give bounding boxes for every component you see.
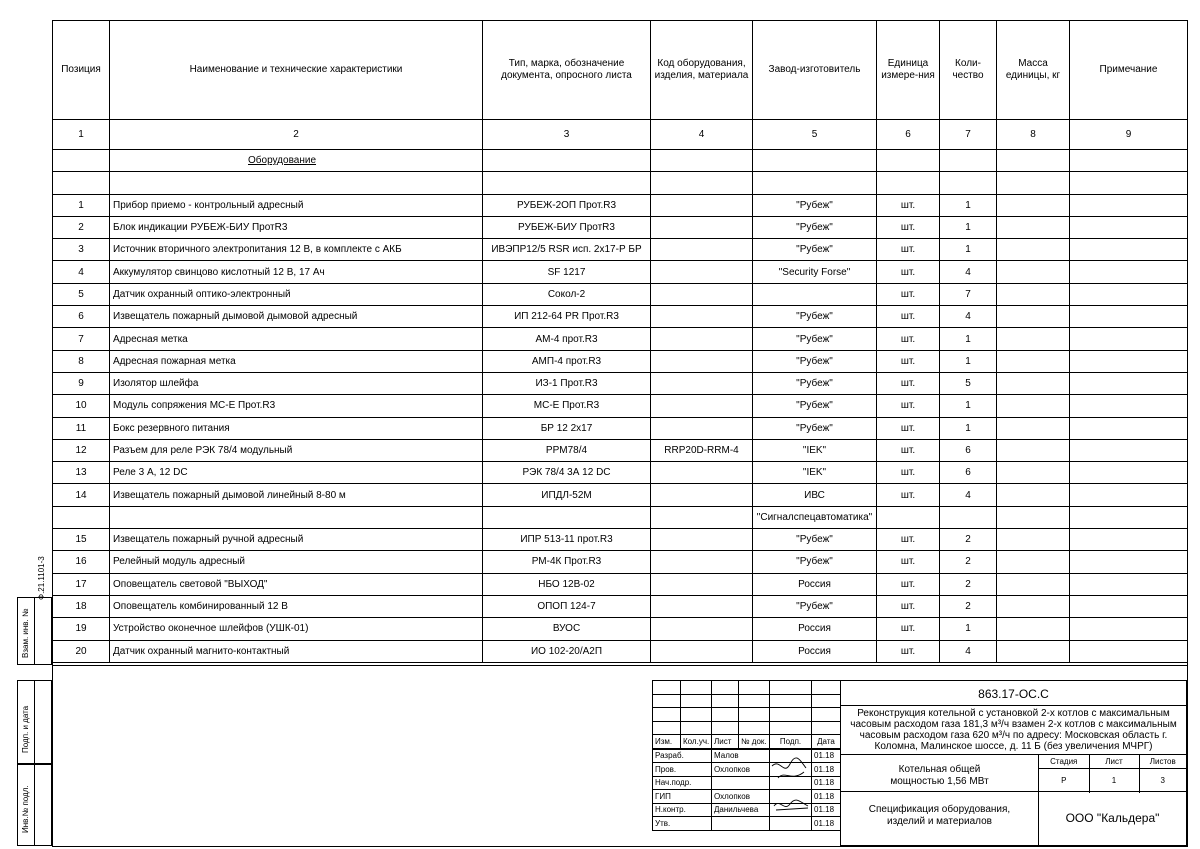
cell-maker: "Рубеж" <box>753 306 877 328</box>
project-title: Реконструкция котельной с установкой 2-х котлов с максимальным часовым расходом газа 181,3 м³/ч взамен 2-х котлов с максимальным часовым расходом газа 620 м³/ч по адресу: Московская область г. Коломна, Малинское шоссе, д. 11 Б (без увеличения МЧРГ) <box>840 705 1187 755</box>
cell-empty <box>997 350 1070 372</box>
cell-unit: шт. <box>877 618 940 640</box>
cell-name <box>110 506 483 528</box>
header-type: Тип, марка, обозначение документа, опросного листа <box>483 21 651 120</box>
cell-empty <box>1070 395 1188 417</box>
cell-unit: шт. <box>877 239 940 261</box>
signer-role: Н.контр. <box>653 803 712 817</box>
cell-empty <box>997 328 1070 350</box>
cell-empty <box>1070 439 1188 461</box>
cell-name: Датчик охранный магнито-контактный <box>110 640 483 662</box>
table-row <box>53 640 1188 662</box>
table-row <box>53 283 1188 305</box>
table-row <box>53 306 1188 328</box>
cell-pos <box>53 506 110 528</box>
cell-type: ИПР 513-11 прот.R3 <box>483 529 651 551</box>
cell-qty: 6 <box>940 439 997 461</box>
cell-empty <box>1070 350 1188 372</box>
cell-maker: "IEK" <box>753 462 877 484</box>
cell-unit: шт. <box>877 372 940 394</box>
cell-unit: шт. <box>877 395 940 417</box>
cell-maker: "Рубеж" <box>753 239 877 261</box>
cell-maker: "Рубеж" <box>753 372 877 394</box>
cell-unit: шт. <box>877 573 940 595</box>
cell-qty: 4 <box>940 306 997 328</box>
col-list: Лист <box>712 735 739 749</box>
col-data: Дата <box>812 735 841 749</box>
cell-empty <box>997 306 1070 328</box>
cell-name: Блок индикации РУБЕЖ-БИУ ПротR3 <box>110 216 483 238</box>
cell-name: Адресная пожарная метка <box>110 350 483 372</box>
cell-code <box>651 328 753 350</box>
cell-name: Бокс резервного питания <box>110 417 483 439</box>
cell-empty <box>1070 640 1188 662</box>
cell-name: Источник вторичного электропитания 12 В, в комплекте с АКБ <box>110 239 483 261</box>
cell-name: Релейный модуль адресный <box>110 551 483 573</box>
company-name: ООО "Кальдера" <box>1038 791 1187 846</box>
side-podp-label: Подп. и дата <box>21 705 30 753</box>
cell-code <box>651 395 753 417</box>
cell-empty <box>997 283 1070 305</box>
cell-pos: 18 <box>53 595 110 617</box>
cell-qty: 2 <box>940 529 997 551</box>
section-row <box>53 150 1188 172</box>
signer-row <box>653 803 841 817</box>
cell-unit: шт. <box>877 551 940 573</box>
table-row <box>53 350 1188 372</box>
cell-empty <box>1070 306 1188 328</box>
signer-row <box>653 817 841 831</box>
table-row <box>53 194 1188 216</box>
cell-maker: "Рубеж" <box>753 216 877 238</box>
spec-table <box>52 20 1188 663</box>
header-code: Код оборудования, изделия, материала <box>651 21 753 120</box>
cell-unit: шт. <box>877 328 940 350</box>
cell-name: Аккумулятор свинцово кислотный 12 В, 17 Ач <box>110 261 483 283</box>
cell-pos: 9 <box>53 372 110 394</box>
cell-pos: 11 <box>53 417 110 439</box>
signer-date: 01.18 <box>812 803 841 817</box>
cell-qty: 5 <box>940 372 997 394</box>
cell-pos: 7 <box>53 328 110 350</box>
col-kolich: Кол.уч. <box>681 735 712 749</box>
cell-maker: "Рубеж" <box>753 194 877 216</box>
signature-gip <box>772 796 812 817</box>
cell-name: Изолятор шлейфа <box>110 372 483 394</box>
signature-malov <box>770 756 810 787</box>
table-row <box>53 573 1188 595</box>
cell-name: Извещатель пожарный дымовой линейный 8-80 м <box>110 484 483 506</box>
cell-unit: шт. <box>877 417 940 439</box>
doc-code: 863.17-ОС.С <box>840 680 1187 706</box>
cell-empty <box>997 573 1070 595</box>
col-num: 4 <box>651 120 753 150</box>
frame-right <box>1187 20 1188 847</box>
side-inv-label: Инв.№ подл. <box>21 785 30 833</box>
cell-qty: 2 <box>940 595 997 617</box>
cell-empty <box>997 395 1070 417</box>
cell-type: РМ-4К Прот.R3 <box>483 551 651 573</box>
cell-qty: 2 <box>940 551 997 573</box>
signer-date: 01.18 <box>812 790 841 804</box>
signer-date: 01.18 <box>812 817 841 831</box>
cell-code <box>651 216 753 238</box>
cell-code <box>651 261 753 283</box>
col-izm: Изм. <box>653 735 681 749</box>
cell-unit: шт. <box>877 194 940 216</box>
cell-type: ИПДЛ-52М <box>483 484 651 506</box>
cell-empty <box>997 239 1070 261</box>
cell-code <box>651 573 753 595</box>
title-block <box>652 680 1187 846</box>
cell-code <box>651 529 753 551</box>
cell-qty: 4 <box>940 261 997 283</box>
cell-unit <box>877 506 940 528</box>
cell-qty: 1 <box>940 328 997 350</box>
cell-type: РЭК 78/4 3А 12 DC <box>483 462 651 484</box>
cell-qty: 1 <box>940 618 997 640</box>
header-row <box>53 21 1188 120</box>
table-row <box>53 551 1188 573</box>
cell-code <box>651 194 753 216</box>
frame-divider <box>52 665 1187 666</box>
cell-unit: шт. <box>877 529 940 551</box>
col-num: 5 <box>753 120 877 150</box>
header-qty: Коли-чество <box>940 21 997 120</box>
cell-unit: шт. <box>877 306 940 328</box>
cell-empty <box>997 551 1070 573</box>
cell-pos: 13 <box>53 462 110 484</box>
cell-unit: шт. <box>877 216 940 238</box>
table-row <box>53 328 1188 350</box>
table-row <box>53 395 1188 417</box>
stage-label: Стадия <box>1039 755 1089 768</box>
cell-type: ОПОП 124-7 <box>483 595 651 617</box>
cell-unit: шт. <box>877 283 940 305</box>
cell-unit: шт. <box>877 640 940 662</box>
cell-type <box>483 506 651 528</box>
cell-pos: 16 <box>53 551 110 573</box>
table-row <box>53 239 1188 261</box>
cell-maker: "Рубеж" <box>753 417 877 439</box>
table-row <box>53 506 1188 528</box>
cell-qty: 1 <box>940 216 997 238</box>
cell-code <box>651 283 753 305</box>
col-num: 9 <box>1070 120 1188 150</box>
cell-empty <box>1070 372 1188 394</box>
cell-pos: 15 <box>53 529 110 551</box>
side-vzam <box>17 597 52 665</box>
cell-empty <box>1070 462 1188 484</box>
stage-value: Р <box>1039 768 1089 793</box>
col-ndok: № док. <box>739 735 770 749</box>
cell-code <box>651 595 753 617</box>
signer-name: Охлопков <box>712 790 770 804</box>
sheets-label: Листов <box>1139 755 1186 768</box>
cell-empty <box>1070 529 1188 551</box>
cell-maker: "Сигналспецавтоматика" <box>753 506 877 528</box>
section-title: Оборудование <box>110 150 483 172</box>
cell-type: SF 1217 <box>483 261 651 283</box>
cell-maker: "Рубеж" <box>753 395 877 417</box>
signer-row <box>653 776 841 790</box>
cell-code <box>651 239 753 261</box>
cell-pos: 2 <box>53 216 110 238</box>
cell-pos: 19 <box>53 618 110 640</box>
col-num: 3 <box>483 120 651 150</box>
object-title: Котельная общей мощностью 1,56 МВт <box>890 764 989 787</box>
sheet-title-cell <box>840 791 1039 846</box>
cell-pos: 1 <box>53 194 110 216</box>
cell-pos: 6 <box>53 306 110 328</box>
cell-maker: "Рубеж" <box>753 595 877 617</box>
signer-name: Охлопков <box>712 763 770 777</box>
table-row <box>53 417 1188 439</box>
header-note: Примечание <box>1070 21 1188 120</box>
cell-unit: шт. <box>877 462 940 484</box>
cell-pos: 17 <box>53 573 110 595</box>
cell-code <box>651 417 753 439</box>
cell-name: Реле 3 А, 12 DC <box>110 462 483 484</box>
cell-code <box>651 350 753 372</box>
cell-name: Модуль сопряжения МС-Е Прот.R3 <box>110 395 483 417</box>
cell-type: ИО 102-20/А2П <box>483 640 651 662</box>
cell-name: Прибор приемо - контрольный адресный <box>110 194 483 216</box>
header-unit: Единица измере-ния <box>877 21 940 120</box>
cell-qty: 4 <box>940 484 997 506</box>
cell-empty <box>1070 194 1188 216</box>
cell-qty: 7 <box>940 283 997 305</box>
cell-empty <box>997 618 1070 640</box>
signer-role: Разраб. <box>653 749 712 763</box>
cell-empty <box>997 194 1070 216</box>
signer-date: 01.18 <box>812 749 841 763</box>
cell-type: PPM78/4 <box>483 439 651 461</box>
cell-type: РУБЕЖ-2ОП Прот.R3 <box>483 194 651 216</box>
table-row <box>53 462 1188 484</box>
cell-type: НБО 12В-02 <box>483 573 651 595</box>
form-label: Ф.21.1101-3 <box>37 556 46 600</box>
cell-empty <box>997 595 1070 617</box>
side-vzam-label: Взам. инв. № <box>21 608 30 658</box>
cell-empty <box>997 506 1070 528</box>
cell-qty: 2 <box>940 573 997 595</box>
cell-maker: "IEK" <box>753 439 877 461</box>
cell-type: Сокол-2 <box>483 283 651 305</box>
changes-table <box>652 680 841 749</box>
cell-name: Извещатель пожарный дымовой дымовой адресный <box>110 306 483 328</box>
cell-name: Устройство оконечное шлейфов (УШК-01) <box>110 618 483 640</box>
col-num: 6 <box>877 120 940 150</box>
col-num: 1 <box>53 120 110 150</box>
signer-name: Малов <box>712 749 770 763</box>
table-row <box>53 216 1188 238</box>
cell-maker <box>753 283 877 305</box>
table-row <box>53 484 1188 506</box>
cell-maker: Россия <box>753 573 877 595</box>
cell-type: ВУОС <box>483 618 651 640</box>
cell-maker: "Рубеж" <box>753 350 877 372</box>
signer-signature <box>770 817 812 831</box>
cell-code <box>651 506 753 528</box>
cell-type: БР 12 2х17 <box>483 417 651 439</box>
cell-qty: 1 <box>940 395 997 417</box>
col-num: 7 <box>940 120 997 150</box>
signer-row <box>653 763 841 777</box>
cell-maker: ИВС <box>753 484 877 506</box>
col-podp: Подп. <box>770 735 812 749</box>
cell-type: АМ-4 прот.R3 <box>483 328 651 350</box>
cell-type: АМП-4 прот.R3 <box>483 350 651 372</box>
table-row <box>53 618 1188 640</box>
cell-empty <box>997 372 1070 394</box>
header-mass: Масса единицы, кг <box>997 21 1070 120</box>
signer-name <box>712 776 770 790</box>
cell-name: Оповещатель комбинированный 12 В <box>110 595 483 617</box>
empty-row <box>53 172 1188 194</box>
cell-type: ИП 212-64 PR Прот.R3 <box>483 306 651 328</box>
signer-row <box>653 749 841 763</box>
cell-unit: шт. <box>877 261 940 283</box>
cell-maker: Россия <box>753 640 877 662</box>
cell-pos: 14 <box>53 484 110 506</box>
cell-type: РУБЕЖ-БИУ ПротR3 <box>483 216 651 238</box>
signer-role: ГИП <box>653 790 712 804</box>
cell-code <box>651 306 753 328</box>
cell-qty: 1 <box>940 417 997 439</box>
cell-name: Адресная метка <box>110 328 483 350</box>
signer-role: Пров. <box>653 763 712 777</box>
cell-empty <box>997 640 1070 662</box>
cell-qty: 4 <box>940 640 997 662</box>
cell-code: RRP20D-RRM-4 <box>651 439 753 461</box>
cell-maker: Россия <box>753 618 877 640</box>
object-cell <box>840 754 1039 792</box>
col-num: 8 <box>997 120 1070 150</box>
cell-qty: 6 <box>940 462 997 484</box>
cell-maker: "Рубеж" <box>753 551 877 573</box>
cell-empty <box>1070 484 1188 506</box>
cell-maker: "Security Forse" <box>753 261 877 283</box>
cell-pos: 12 <box>53 439 110 461</box>
cell-code <box>651 372 753 394</box>
cell-name: Разъем для реле РЭК 78/4 модульный <box>110 439 483 461</box>
table-row <box>53 439 1188 461</box>
cell-pos: 4 <box>53 261 110 283</box>
cell-empty <box>1070 417 1188 439</box>
sheets-value: 3 <box>1139 768 1186 793</box>
header-maker: Завод-изготовитель <box>753 21 877 120</box>
cell-empty <box>997 484 1070 506</box>
cell-qty <box>940 506 997 528</box>
cell-empty <box>1070 618 1188 640</box>
cell-qty: 1 <box>940 239 997 261</box>
stage-cell <box>1038 754 1187 792</box>
sheet-value: 1 <box>1089 768 1139 793</box>
cell-empty <box>997 529 1070 551</box>
cell-pos: 20 <box>53 640 110 662</box>
cell-qty: 1 <box>940 194 997 216</box>
cell-code <box>651 640 753 662</box>
cell-empty <box>1070 506 1188 528</box>
changes-header-row <box>653 735 841 749</box>
frame-left <box>52 20 53 847</box>
cell-empty <box>997 261 1070 283</box>
side-inv <box>17 764 52 846</box>
cell-empty <box>1070 239 1188 261</box>
cell-type: ИВЭПР12/5 RSR исп. 2х17-Р БР <box>483 239 651 261</box>
cell-code <box>651 484 753 506</box>
table-row <box>53 372 1188 394</box>
cell-name: Оповещатель световой "ВЫХОД" <box>110 573 483 595</box>
cell-unit: шт. <box>877 484 940 506</box>
cell-name: Датчик охранный оптико-электронный <box>110 283 483 305</box>
cell-unit: шт. <box>877 595 940 617</box>
table-row <box>53 529 1188 551</box>
frame-bottom <box>52 846 1187 847</box>
col-num: 2 <box>110 120 483 150</box>
sheet-label: Лист <box>1089 755 1139 768</box>
signer-role: Утв. <box>653 817 712 831</box>
table-row <box>53 595 1188 617</box>
signer-date: 01.18 <box>812 763 841 777</box>
cell-type: МС-Е Прот.R3 <box>483 395 651 417</box>
cell-name: Извещатель пожарный ручной адресный <box>110 529 483 551</box>
cell-unit: шт. <box>877 350 940 372</box>
column-numbers-row <box>53 120 1188 150</box>
cell-code <box>651 618 753 640</box>
cell-empty <box>997 216 1070 238</box>
cell-pos: 8 <box>53 350 110 372</box>
cell-empty <box>1070 328 1188 350</box>
cell-pos: 5 <box>53 283 110 305</box>
cell-empty <box>1070 216 1188 238</box>
signer-role: Нач.подр. <box>653 776 712 790</box>
table-row <box>53 261 1188 283</box>
header-name: Наименование и технические характеристики <box>110 21 483 120</box>
cell-qty: 1 <box>940 350 997 372</box>
side-podp <box>17 680 52 764</box>
cell-empty <box>1070 551 1188 573</box>
signer-name: Данильчева <box>712 803 770 817</box>
signer-row <box>653 790 841 804</box>
cell-code <box>651 551 753 573</box>
cell-maker: "Рубеж" <box>753 529 877 551</box>
cell-pos: 10 <box>53 395 110 417</box>
sheet-title: Спецификация оборудования, изделий и материалов <box>868 804 1011 827</box>
cell-pos: 3 <box>53 239 110 261</box>
signers-table <box>652 749 841 831</box>
cell-maker: "Рубеж" <box>753 328 877 350</box>
cell-type: ИЗ-1 Прот.R3 <box>483 372 651 394</box>
cell-empty <box>1070 573 1188 595</box>
signer-date: 01.18 <box>812 776 841 790</box>
cell-code <box>651 462 753 484</box>
signer-name <box>712 817 770 831</box>
header-pos: Позиция <box>53 21 110 120</box>
cell-empty <box>997 417 1070 439</box>
cell-unit: шт. <box>877 439 940 461</box>
cell-empty <box>997 462 1070 484</box>
cell-empty <box>1070 595 1188 617</box>
cell-empty <box>997 439 1070 461</box>
cell-empty <box>1070 261 1188 283</box>
cell-empty <box>1070 283 1188 305</box>
